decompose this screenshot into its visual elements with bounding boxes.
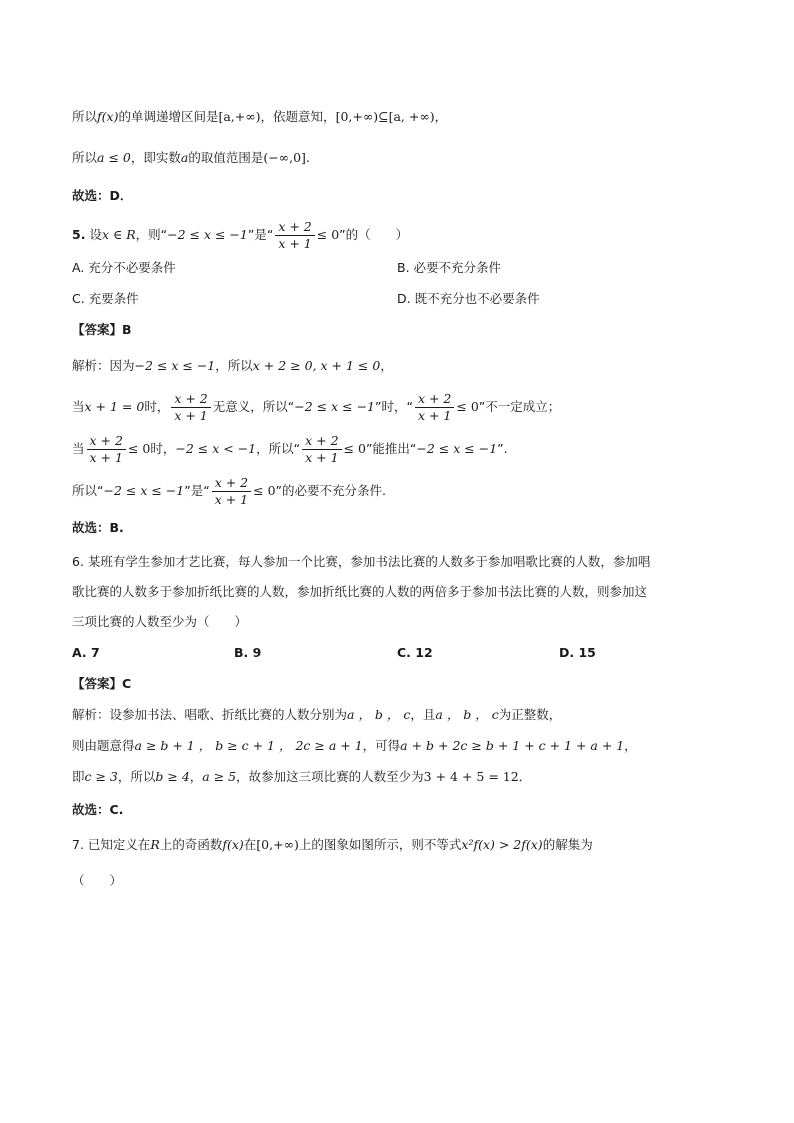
math-range: (−∞,0] (263, 150, 306, 165)
fraction: $\frac{x + 2}{x + 1}$ (87, 433, 126, 466)
math-interval: [a,+∞) (218, 109, 261, 124)
math-a-le-0: a ≤ 0 (97, 150, 131, 165)
math-f-x: f(x) (97, 109, 119, 124)
q5-option-a: A. 充分不必要条件 (72, 260, 176, 275)
q5-solution-4: 所以“−2 ≤ x ≤ −1”是“ $\frac{x + 2}{x + 1}$ ≤ 0”的必要不充分条件. (72, 475, 386, 507)
prev-line-2: 所以a ≤ 0，即实数a的取值范围是(−∞,0]. (72, 150, 310, 165)
q7-stem: 7. 已知定义在R上的奇函数f(x)在[0,+∞)上的图象如图所示，则不等式x²f(x) > 2f(x)的解集为 (72, 837, 593, 852)
q6-solution-3: 即c ≥ 3，所以b ≥ 4，a ≥ 5，故参加这三项比赛的人数至少为3 + 4 + 5 = 12． (72, 769, 532, 784)
q6-select: 故选：C. (72, 802, 124, 817)
fraction: $\frac{x + 2}{x + 1}$ (415, 391, 454, 424)
q6-option-b: B. 9 (234, 645, 262, 660)
q6-solution-2: 则由题意得a ≥ b + 1 ， b ≥ c + 1 ， 2c ≥ a + 1，可得a + b + 2c ≥ b + 1 + c + 1 + a + 1， (72, 738, 637, 753)
math-subset: [0,+∞)⊆[a, +∞) (335, 109, 435, 124)
q6-option-c: C. 12 (397, 645, 433, 660)
q6-solution-1: 解析：设参加书法、唱歌、折纸比赛的人数分别为a ， b ， c，且a ， b ， c为正整数， (72, 707, 562, 722)
q7-paren: （ ） (72, 873, 123, 888)
fraction: $\frac{x + 2}{x + 1}$ (212, 475, 251, 508)
q5-solution-1: 解析：因为−2 ≤ x ≤ −1，所以x + 2 ≥ 0, x + 1 ≤ 0， (72, 358, 393, 373)
q5-answer: 【答案】B (72, 322, 132, 337)
fraction: $\frac{x + 2}{x + 1}$ (171, 391, 210, 424)
q6-answer: 【答案】C (72, 676, 132, 691)
q5-solution-3: 当 $\frac{x + 2}{x + 1}$ ≤ 0时，−2 ≤ x < −1，所以“ $\frac{x + 2}{x + 1}$ ≤ 0”能推出“−2 ≤ x ≤ −1”. (72, 433, 508, 465)
q6-line-1: 6. 某班有学生参加才艺比赛，每人参加一个比赛，参加书法比赛的人数多于参加唱歌比赛的人数，参加唱 (72, 554, 651, 569)
prev-line-1: 所以f(x)的单调递增区间是[a,+∞)，依题意知，[0,+∞)⊆[a, +∞)， (72, 109, 448, 124)
q5-solution-2: 当x + 1 = 0时， $\frac{x + 2}{x + 1}$ 无意义，所以“−2 ≤ x ≤ −1”时，“ $\frac{x + 2}{x + 1}$ ≤ 0”不一定成立； (72, 391, 561, 423)
q6-line-3: 三项比赛的人数至少为（ ） (72, 614, 248, 629)
q6-line-2: 歌比赛的人数多于参加折纸比赛的人数，参加折纸比赛的人数的两倍多于参加书法比赛的人数，则参加这 (72, 584, 648, 599)
q5-option-b: B. 必要不充分条件 (397, 260, 502, 275)
q5-option-d: D. 既不充分也不必要条件 (397, 291, 540, 306)
prev-select: 故选：D． (72, 188, 133, 203)
q6-option-a: A. 7 (72, 645, 100, 660)
fraction: $\frac{x + 2}{x + 1}$ (302, 433, 341, 466)
q6-option-d: D. 15 (559, 645, 596, 660)
fraction: $\frac{x + 2}{x + 1}$ (275, 219, 314, 252)
q5-stem: 5. 设x ∈ R，则“−2 ≤ x ≤ −1”是“ $\frac{x + 2}{x + 1}$ ≤ 0”的（ ） (72, 219, 409, 251)
q5-select: 故选：B. (72, 520, 124, 535)
q5-option-c: C. 充要条件 (72, 291, 139, 306)
